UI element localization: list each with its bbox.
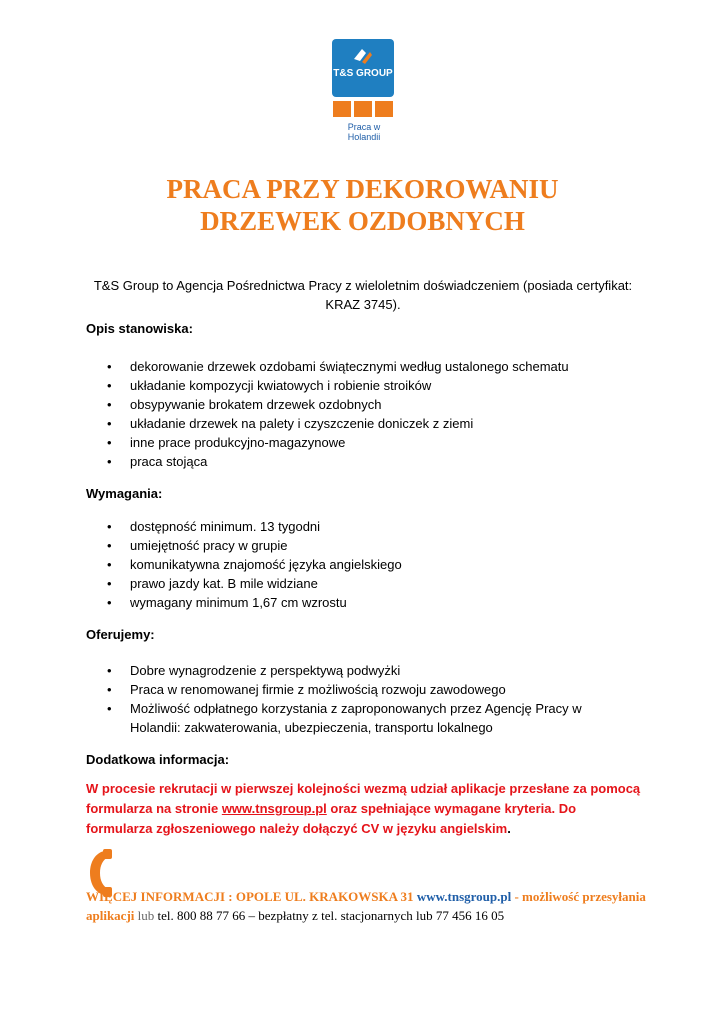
opis-heading: Opis stanowiska: <box>86 321 193 336</box>
wymagania-heading: Wymagania: <box>86 486 163 501</box>
title-line-2: DRZEWEK OZDOBNYCH <box>200 206 525 236</box>
note-text-before: W procesie rekrutacji w pierwszej kolejności wezmą udział aplikacje przesłane za pomocą formularza na stronie <box>86 781 641 816</box>
footer-contact <box>86 887 646 925</box>
logo-icons <box>333 101 396 117</box>
footer-phones: tel. 800 88 77 66 – bezpłatny z tel. stacjonarnych lub 77 456 16 05 <box>154 908 505 923</box>
list-item: • dekorowanie drzewek ozdobami świątecznymi według ustalonego schematu <box>86 357 606 376</box>
list-item: • dostępność minimum. 13 tygodni <box>86 517 606 536</box>
list-item: • obsypywanie brokatem drzewek ozdobnych <box>86 395 606 414</box>
list-item: • Dobre wynagrodzenie z perspektywą podwyżki <box>86 661 606 680</box>
worker-icon <box>333 101 351 117</box>
logo-box <box>332 39 394 97</box>
list-item: • inne prace produkcyjno-magazynowe <box>86 433 606 452</box>
logo-mark-icon <box>350 45 374 67</box>
list-item: • praca stojąca <box>86 452 606 471</box>
footer-applications: - możliwość przesyłania aplikacji <box>86 889 646 923</box>
list-item: • Możliwość odpłatnego korzystania z zaproponowanych przez Agencję Pracy w Holandii: zakwaterowania, ubezpieczenia, transportu lokalnego <box>86 699 606 737</box>
note-text-after: oraz spełniające wymagane kryteria. Do formularza zgłoszeniowego należy dołączyć CV w języku angielskim <box>86 801 577 836</box>
intro-text: T&S Group to Agencja Pośrednictwa Pracy z wieloletnim doświadczeniem (posiada certyfikat: KRAZ 3745). <box>93 278 633 312</box>
company-logo <box>332 39 396 142</box>
list-item: • komunikatywna znajomość języka angielskiego <box>86 555 606 574</box>
footer-info: WIĘCEJ INFORMACJI : OPOLE UL. KRAKOWSKA 31 <box>86 889 417 904</box>
dodatkowa-heading: Dodatkowa informacja: <box>86 752 230 767</box>
list-item: • układanie drzewek na palety i czyszczenie doniczek z ziemi <box>86 414 606 433</box>
title-line-1: PRACA PRZY DEKOROWANIU <box>166 174 559 204</box>
list-item: • układanie kompozycji kwiatowych i robienie stroików <box>86 376 606 395</box>
oferujemy-list <box>86 661 606 737</box>
car-icon <box>375 101 393 117</box>
website-link[interactable]: www.tnsgroup.pl <box>221 801 327 816</box>
list-item: • prawo jazdy kat. B mile widziane <box>86 574 606 593</box>
wymagania-list <box>86 517 606 612</box>
recruitment-note <box>86 779 646 839</box>
logo-brand: T&S GROUP <box>333 68 393 79</box>
opis-list <box>86 357 606 471</box>
logo-tagline: Praca w Holandii <box>347 122 381 142</box>
footer-lub: lub <box>134 908 155 923</box>
list-item: • Praca w renomowanej firmie z możliwością rozwoju zawodowego <box>86 680 606 699</box>
oferujemy-heading: Oferujemy: <box>86 627 155 642</box>
footer-website[interactable]: www.tnsgroup.pl <box>416 889 512 904</box>
note-end: . <box>507 821 511 836</box>
list-item: • umiejętność pracy w grupie <box>86 536 606 555</box>
list-item: • wymagany minimum 1,67 cm wzrostu <box>86 593 606 612</box>
house-icon <box>354 101 372 117</box>
page-title <box>0 173 725 237</box>
